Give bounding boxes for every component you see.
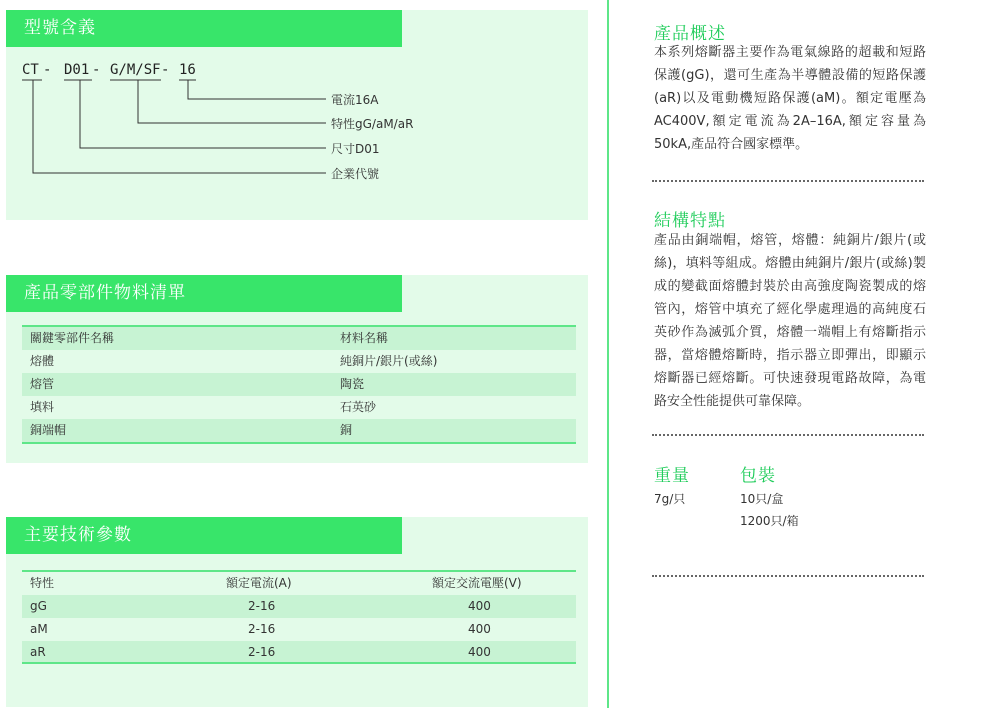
code-characteristic: G/M/SF — [110, 62, 161, 78]
params-cell-voltage: 400 — [468, 645, 491, 659]
label-size: 尺寸D01 — [331, 142, 380, 156]
code-dash-1: - — [43, 62, 52, 78]
params-table-bottom-rule — [22, 662, 576, 664]
code-prefix: CT — [22, 62, 39, 78]
params-cell-characteristic: aM — [30, 622, 48, 636]
packing-box: 10只/盒 — [740, 492, 784, 506]
dotted-divider — [652, 180, 924, 182]
dotted-divider — [652, 575, 924, 577]
params-header-characteristic: 特性 — [30, 576, 55, 590]
label-company-code: 企業代號 — [331, 167, 380, 181]
parts-cell-material: 陶瓷 — [340, 377, 365, 391]
parts-cell-material: 石英砂 — [340, 400, 377, 414]
overview-title: 產品概述 — [654, 24, 726, 44]
parts-cell-material: 純銅片/銀片(或絲) — [340, 354, 438, 368]
table-row — [22, 641, 576, 664]
structure-title: 結構特點 — [654, 211, 726, 231]
code-size: D01 — [64, 62, 90, 78]
model-code-leader-lines — [6, 10, 588, 220]
model-meaning-title: 型號含義 — [6, 10, 402, 47]
column-divider — [607, 0, 609, 708]
parts-cell-component: 填料 — [30, 400, 55, 414]
parts-list-title: 產品零部件物料清單 — [6, 275, 402, 312]
params-header-voltage: 額定交流電壓(V) — [432, 576, 522, 590]
dotted-divider — [652, 434, 924, 436]
parts-list-panel — [6, 275, 588, 463]
model-meaning-panel — [6, 10, 588, 220]
params-cell-characteristic: aR — [30, 645, 46, 659]
packing-case: 1200只/箱 — [740, 514, 799, 528]
table-row — [22, 373, 576, 396]
params-cell-current: 2-16 — [248, 645, 276, 659]
overview-text: 本系列熔斷器主要作為電氣線路的超載和短路保護(gG)，還可生產為半導體設備的短路保護(aR)以及電動機短路保護(aM)。額定電壓為AC400V,額定電流為2A–16A,額定容量為50kA,產品符合國家標準。 — [654, 45, 926, 152]
params-cell-current: 2-16 — [248, 622, 276, 636]
structure-text: 產品由銅端帽，熔管，熔體：純銅片/銀片(或絲)，填料等組成。熔體由純銅片/銀片(或絲)製成的變截面熔體封裝於由高強度陶瓷製成的熔管內，熔管中填充了經化學處理過的高純度石英砂作為滅弧介質，熔體一端帽上有熔斷指示器，當熔體熔斷時，指示器立即彈出，即顯示熔斷器已經熔斷。可快速發現電路故障，為電路安全性能提供可靠保障。 — [654, 233, 926, 409]
params-cell-voltage: 400 — [468, 622, 491, 636]
code-dash-3: - — [161, 62, 170, 78]
parts-cell-component: 熔體 — [30, 354, 55, 368]
params-cell-voltage: 400 — [468, 599, 491, 613]
code-current: 16 — [179, 62, 196, 78]
table-row — [22, 396, 576, 419]
params-header-current: 額定電流(A) — [226, 576, 292, 590]
parts-table-header — [22, 327, 576, 350]
params-cell-characteristic: gG — [30, 599, 47, 613]
weight-title: 重量 — [654, 466, 690, 486]
packing-title: 包裝 — [740, 466, 776, 486]
parts-cell-component: 熔管 — [30, 377, 55, 391]
parts-header-component: 關鍵零部件名稱 — [30, 331, 115, 345]
weight-value: 7g/只 — [654, 492, 686, 506]
label-characteristic: 特性gG/aM/aR — [331, 117, 414, 131]
table-row — [22, 618, 576, 641]
parts-header-material: 材料名稱 — [340, 331, 389, 345]
table-row — [22, 595, 576, 618]
label-current: 電流16A — [331, 93, 379, 107]
parts-cell-component: 銅端帽 — [30, 423, 67, 437]
parts-table-bottom-rule — [22, 442, 576, 444]
tech-params-title: 主要技術參數 — [6, 517, 402, 554]
params-cell-current: 2-16 — [248, 599, 276, 613]
params-table-header — [22, 572, 576, 595]
parts-cell-material: 銅 — [340, 423, 353, 437]
code-dash-2: - — [92, 62, 101, 78]
table-row — [22, 350, 576, 373]
table-row — [22, 419, 576, 442]
tech-params-panel — [6, 517, 588, 707]
